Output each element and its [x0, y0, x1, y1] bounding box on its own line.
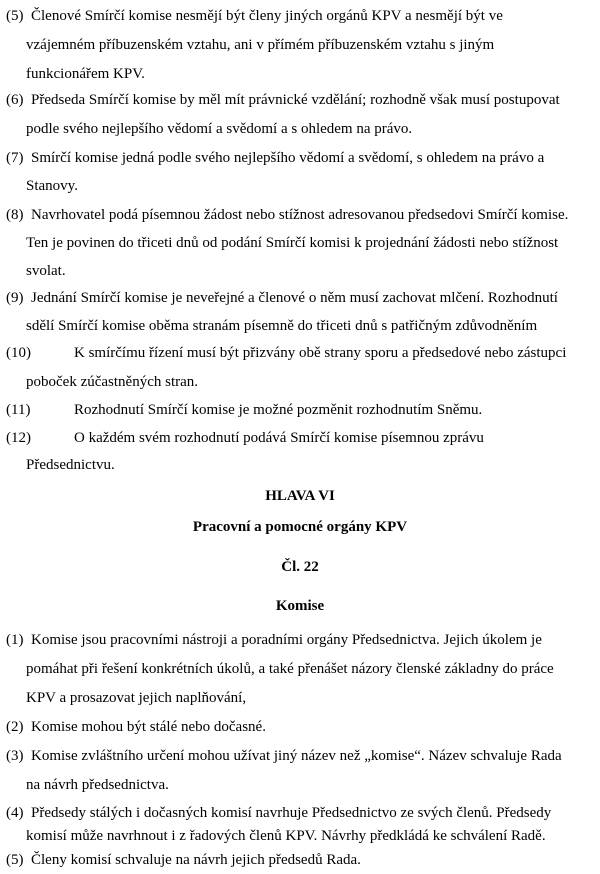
- paragraph-number: (8): [6, 207, 24, 223]
- paragraph-line: sdělí Smírčí komise oběma stranám písemně do třiceti dnů s patřičným zdůvodněním: [26, 318, 538, 334]
- paragraph-line: svolat.: [26, 263, 66, 279]
- paragraph-line: pomáhat při řešení konkrétních úkolů, a také přenášet názory členské základny do práce: [26, 661, 554, 677]
- paragraph-line: Rozhodnutí Smírčí komise je možné pozměnit rozhodnutím Sněmu.: [74, 402, 483, 418]
- chapter-heading: HLAVA VI: [265, 488, 335, 504]
- paragraph-number: (11): [6, 402, 31, 418]
- paragraph-line: KPV a prosazovat jejich naplňování,: [26, 690, 247, 706]
- paragraph-line: Jednání Smírčí komise je neveřejné a členové o něm musí zachovat mlčení. Rozhodnutí: [31, 290, 558, 306]
- article-number: Čl. 22: [281, 559, 319, 575]
- chapter-title: Pracovní a pomocné orgány KPV: [192, 519, 408, 535]
- paragraph-number: (2): [6, 719, 24, 735]
- paragraph-line: Komise zvláštního určení mohou užívat jiný název než „komise“. Název schvaluje Rada: [31, 748, 562, 764]
- paragraph-number: (6): [6, 92, 24, 108]
- paragraph-line: O každém svém rozhodnutí podává Smírčí komise písemnou zprávu: [74, 430, 484, 446]
- paragraph-line: na návrh předsednictva.: [26, 777, 169, 793]
- paragraph-number: (5): [6, 852, 24, 868]
- paragraph-line: Předsedy stálých i dočasných komisí navrhuje Předsednictvo ze svých členů. Předsedy: [31, 805, 552, 821]
- paragraph-line: Ten je povinen do třiceti dnů od podání Smírčí komisi k projednání žádosti nebo stížnost: [26, 235, 559, 251]
- paragraph-number: (7): [6, 150, 24, 166]
- paragraph-line: Stanovy.: [26, 178, 78, 194]
- paragraph-line: Členové Smírčí komise nesmějí být členy jiných orgánů KPV a nesmějí být ve: [31, 8, 503, 24]
- paragraph-line: Komise mohou být stálé nebo dočasné.: [31, 719, 266, 735]
- paragraph-line: funkcionářem KPV.: [26, 66, 145, 82]
- paragraph-line: Členy komisí schvaluje na návrh jejich předsedů Rada.: [31, 852, 361, 868]
- paragraph-number: (9): [6, 290, 24, 306]
- paragraph-line: Předsednictvu.: [26, 457, 115, 473]
- paragraph-number: (12): [6, 430, 31, 446]
- paragraph-line: K smírčímu řízení musí být přizvány obě strany sporu a předsedové nebo zástupci: [74, 345, 567, 361]
- paragraph-line: podle svého nejlepšího vědomí a svědomí a s ohledem na právo.: [26, 121, 413, 137]
- paragraph-number: (1): [6, 632, 24, 648]
- paragraph-line: Komise jsou pracovními nástroji a poradními orgány Předsednictva. Jejich úkolem je: [31, 632, 542, 648]
- paragraph-line: poboček zúčastněných stran.: [26, 374, 199, 390]
- paragraph-line: Smírčí komise jedná podle svého nejlepšího vědomí a svědomí, s ohledem na právo a: [31, 150, 545, 166]
- paragraph-line: Navrhovatel podá písemnou žádost nebo stížnost adresovanou předsedovi Smírčí komise.: [31, 207, 569, 223]
- paragraph-number: (4): [6, 805, 24, 821]
- paragraph-line: vzájemném příbuzenském vztahu, ani v přímém příbuzenském vztahu s jiným: [26, 37, 495, 53]
- paragraph-line: komisí může navrhnout i z řadových členů KPV. Návrhy předkládá ke schválení Radě.: [26, 828, 546, 844]
- paragraph-line: Předseda Smírčí komise by měl mít právnické vzdělání; rozhodně však musí postupovat: [31, 92, 560, 108]
- paragraph-number: (3): [6, 748, 24, 764]
- article-title: Komise: [275, 598, 325, 614]
- paragraph-number: (10): [6, 345, 31, 361]
- paragraph-number: (5): [6, 8, 24, 24]
